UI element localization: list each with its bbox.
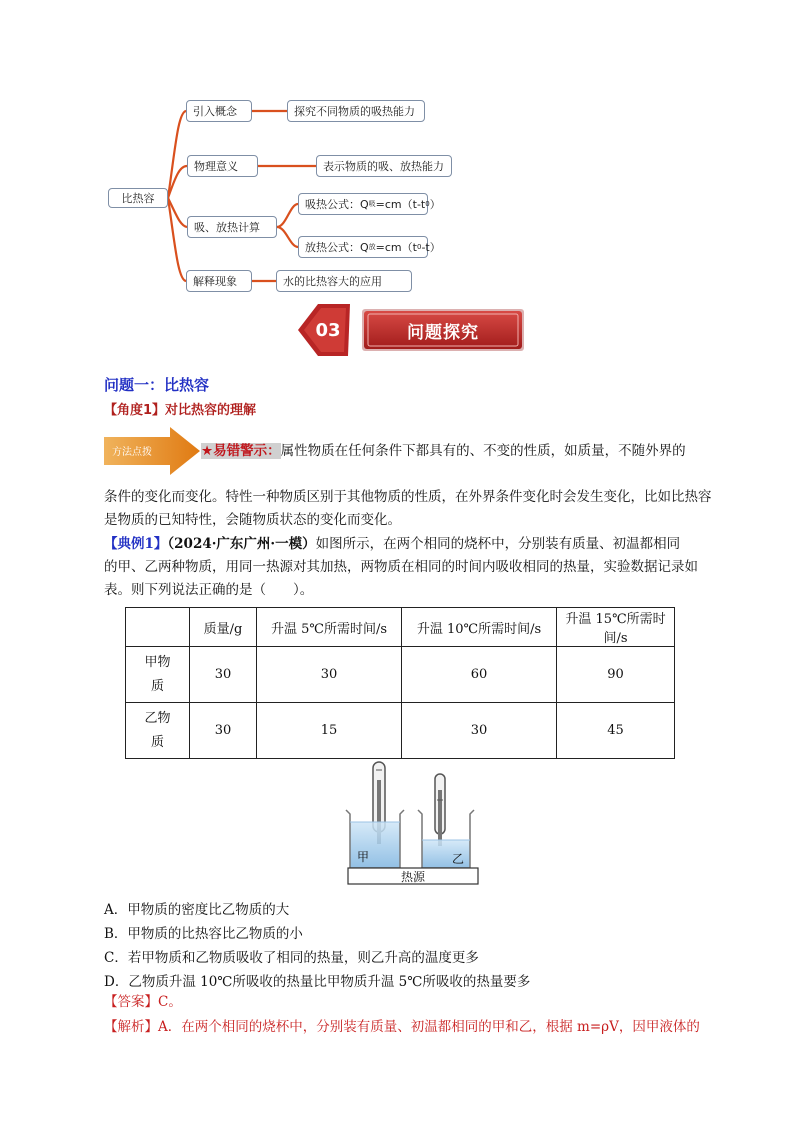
table-header-cell: [126, 608, 190, 647]
section-banner-title: 问题探究: [407, 322, 479, 343]
answer-value: C。: [158, 994, 182, 1010]
table-cell: 30: [257, 647, 402, 703]
analysis-text: A．在两个相同的烧杯中，分别装有质量、初温都相同的甲和乙，根据 m=ρV，因甲液体的: [158, 1019, 700, 1035]
option-d: D．乙物质升温 10℃所吸收的热量比甲物质升温 5℃所吸收的热量要多: [104, 974, 531, 990]
example-line-2: 的甲、乙两种物质，用同一热源对其加热，两物质在相同的时间内吸收相同的热量，实验数据记录如: [104, 559, 698, 575]
data-table: [125, 607, 675, 759]
answer-line: [104, 991, 182, 1015]
table-cell: 90: [557, 647, 675, 703]
table-header-cell: 质量/g: [190, 608, 257, 647]
mindmap-branch-explain: 解释现象: [186, 270, 252, 292]
beaker-b-label: 乙: [452, 852, 465, 866]
warning-label: ★易错警示：: [201, 443, 281, 459]
mindmap-root: 比热容: [108, 188, 168, 208]
mindmap-formula-absorb: 吸热公式：Q 吸 =cm（t-t 0 ）: [298, 193, 428, 215]
mindmap-detail-intro: 探究不同物质的吸热能力: [287, 100, 425, 122]
question-title: 问题一：比热容: [104, 376, 210, 394]
answer-label: 【答案】: [104, 994, 158, 1010]
table-cell: 45: [557, 703, 675, 759]
warning-line-1: ★易错警示：属性物质在任何条件下都具有的、不变的性质，如质量，不随外界的: [201, 443, 686, 459]
beaker-b: [418, 810, 474, 868]
table-cell: 60: [402, 647, 557, 703]
option-b: B．甲物质的比热容比乙物质的小: [104, 926, 303, 942]
mindmap-branch-calc: 吸、放热计算: [187, 216, 277, 238]
analysis-label: 【解析】: [104, 1019, 158, 1035]
example-line-1: 【典例1】（2024·广东广州·一模）如图所示，在两个相同的烧杯中，分别装有质量、初温都相同: [104, 536, 681, 552]
method-tag-label: 方法点拨: [112, 447, 152, 458]
mindmap-detail-explain: 水的比热容大的应用: [276, 270, 412, 292]
thermometer-b: [435, 774, 445, 846]
table-row: [126, 647, 675, 703]
option-a: A．甲物质的密度比乙物质的大: [104, 902, 290, 918]
warning-line-3: 是物质的已知特性，会随物质状态的变化而变化。: [104, 512, 401, 528]
table-header-cell: 升温 10℃所需时间/s: [402, 608, 557, 647]
example-label: 【典例1】: [104, 536, 168, 552]
option-c: C．若甲物质和乙物质吸收了相同的热量，则乙升高的温度更多: [104, 950, 479, 966]
table-header-cell: 升温 5℃所需时间/s: [257, 608, 402, 647]
table-header-cell: 升温 15℃所需时间/s: [557, 608, 675, 647]
beaker-a-label: 甲: [357, 850, 370, 864]
table-cell-name: 乙物 质: [126, 703, 190, 759]
table-cell: 15: [257, 703, 402, 759]
table-cell: 30: [190, 647, 257, 703]
mindmap-branch-meaning: 物理意义: [187, 155, 258, 177]
section-number: 03: [315, 319, 341, 341]
heater-label: 热源: [400, 870, 425, 884]
table-cell: 30: [190, 703, 257, 759]
mindmap-detail-meaning: 表示物质的吸、放热能力: [316, 155, 452, 177]
mindmap-branch-intro: 引入概念: [186, 100, 252, 122]
analysis-line: [104, 1016, 700, 1040]
table-cell: 30: [402, 703, 557, 759]
example-line-3: 表。则下列说法正确的是（ ）。: [104, 582, 314, 598]
warning-line-2: 条件的变化而变化。特性一种物质区别于其他物质的性质，在外界条件变化时会发生变化，比如比热容: [104, 489, 712, 505]
mindmap-formula-release: 放热公式：Q 放 =cm（t 0 -t）: [298, 236, 428, 258]
table-cell-name: 甲物 质: [126, 647, 190, 703]
example-source: （2024·广东广州·一模）: [167, 536, 316, 552]
angle-title: 【角度1】对比热容的理解: [104, 403, 257, 418]
table-row: [126, 703, 675, 759]
table-header-row: [126, 608, 675, 647]
